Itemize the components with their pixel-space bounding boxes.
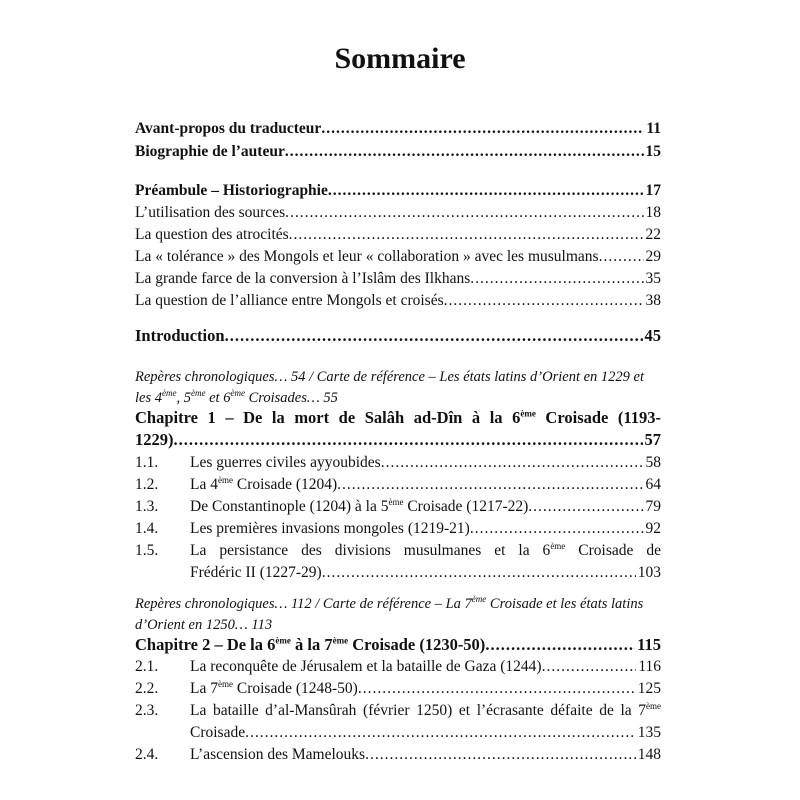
section-number: 2.3.: [135, 702, 159, 719]
leader-dots: [381, 452, 644, 474]
toc-entry-2-2[interactable]: [190, 678, 661, 700]
entry-title: Avant-propos du traducteur: [135, 120, 322, 137]
toc-entry-introduction[interactable]: [135, 325, 661, 347]
entry-title: 1229): [135, 430, 174, 449]
section-number: 2.4.: [135, 746, 159, 763]
entry-title: La grande farce de la conversion à l’Islâm des Ilkhans: [135, 270, 471, 287]
toc-entry-avant-propos[interactable]: [135, 118, 661, 140]
entry-page: 92: [645, 520, 661, 537]
leader-dots: [542, 656, 637, 678]
entry-title: Croisade: [190, 724, 246, 741]
reperes-line: d’Orient en 1250… 113: [135, 617, 273, 633]
entry-page: 29: [645, 248, 661, 265]
entry-title: Biographie de l’auteur: [135, 143, 285, 160]
reperes-line: les 4ème, 5ème et 6ème Croisades… 55: [135, 388, 338, 406]
toc-entry-2-4[interactable]: [190, 744, 661, 766]
leader-dots: [337, 474, 643, 496]
leader-dots: [328, 180, 644, 202]
entry-page: 45: [644, 326, 661, 345]
section-number: 1.5.: [135, 542, 159, 559]
leader-dots: [285, 202, 643, 224]
entry-title: Frédéric II (1227-29): [190, 564, 322, 581]
toc-entry-biographie[interactable]: [135, 141, 661, 163]
leader-dots: [245, 722, 636, 744]
section-number: 2.1.: [135, 658, 159, 675]
leader-dots: [174, 429, 643, 451]
entry-title: L’ascension des Mamelouks: [190, 746, 366, 763]
entry-title: Chapitre 2 – De la 6ème à la 7ème Croisade (1230-50): [135, 635, 486, 654]
chapter-2-heading[interactable]: [135, 634, 661, 656]
section-number: 1.3.: [135, 498, 159, 515]
entry-page: 22: [645, 226, 661, 243]
entry-page: 17: [645, 182, 661, 199]
toc-entry-2-3[interactable]: La bataille d’al-Mansûrah (février 1250) et l’écrasante défaite de la 7ème: [190, 700, 661, 719]
reperes-line: Repères chronologiques… 54 / Carte de référence – Les états latins d’Orient en 1229 et: [135, 369, 645, 385]
entry-page: 116: [638, 658, 661, 675]
entry-page: 64: [645, 476, 661, 493]
toc-entry-tolerance[interactable]: [135, 246, 661, 268]
entry-title: Introduction: [135, 326, 225, 345]
leader-dots: [528, 496, 643, 518]
entry-title: Les premières invasions mongoles (1219-21): [190, 520, 470, 537]
leader-dots: [444, 290, 644, 312]
entry-page: 135: [637, 724, 661, 741]
section-number: 1.1.: [135, 454, 159, 471]
chapter-2-reperes: [135, 594, 661, 636]
entry-page: 35: [645, 270, 661, 287]
toc-entry-conversion[interactable]: [135, 268, 661, 290]
entry-page: 18: [645, 204, 661, 221]
section-number: 1.2.: [135, 476, 159, 493]
entry-page: 125: [637, 680, 661, 697]
entry-page: 38: [645, 292, 661, 309]
toc-entry-2-3-cont[interactable]: [190, 722, 661, 744]
entry-title: La 4ème Croisade (1204): [190, 474, 338, 493]
entry-page: 57: [644, 430, 661, 449]
leader-dots: [599, 246, 644, 268]
leader-dots: [321, 118, 644, 140]
leader-dots: [485, 634, 635, 656]
entry-title: Les guerres civiles ayyoubides: [190, 454, 381, 471]
section-number: 1.4.: [135, 520, 159, 537]
toc-entry-1-5[interactable]: La persistance des divisions musulmanes et la 6ème Croisade de: [190, 540, 661, 559]
toc-entry-atrocites[interactable]: [135, 224, 661, 246]
leader-dots: [470, 268, 643, 290]
leader-dots: [285, 141, 644, 163]
entry-page: 79: [645, 498, 661, 515]
entry-page: 15: [645, 143, 661, 160]
entry-page: 148: [637, 746, 661, 763]
toc-entry-1-5-cont[interactable]: [190, 562, 661, 584]
entry-title: La 7ème Croisade (1248-50): [190, 678, 358, 697]
entry-page: 11: [646, 120, 661, 137]
toc-entry-preambule[interactable]: [135, 180, 661, 202]
entry-title: La reconquête de Jérusalem et la bataille de Gaza (1244): [190, 658, 542, 675]
toc-entry-2-1[interactable]: [190, 656, 661, 678]
chapter-1-heading[interactable]: Chapitre 1 – De la mort de Salâh ad-Dîn à la 6ème Croisade (1193-: [135, 408, 662, 427]
entry-title: La question des atrocités: [135, 226, 289, 243]
entry-page: 58: [645, 454, 661, 471]
entry-title: La question de l’alliance entre Mongols et croisés: [135, 292, 444, 309]
entry-title: Préambule – Historiographie: [135, 182, 328, 199]
section-number: 2.2.: [135, 680, 159, 697]
toc-entry-1-2[interactable]: [190, 474, 661, 496]
leader-dots: [322, 562, 636, 584]
chapter-1-reperes: [135, 367, 661, 409]
toc-entry-sources[interactable]: [135, 202, 661, 224]
leader-dots: [225, 325, 643, 347]
toc-entry-alliance[interactable]: [135, 290, 661, 312]
entry-page: 103: [637, 564, 661, 581]
leader-dots: [289, 224, 644, 246]
leader-dots: [365, 744, 636, 766]
leader-dots: [358, 678, 636, 700]
entry-title: De Constantinople (1204) à la 5ème Croisade (1217-22): [190, 496, 529, 515]
toc-entry-1-3[interactable]: [190, 496, 661, 518]
entry-title: La « tolérance » des Mongols et leur « collaboration » avec les musulmans: [135, 248, 599, 265]
entry-page: 115: [637, 635, 661, 654]
toc-entry-1-1[interactable]: [190, 452, 661, 474]
leader-dots: [470, 518, 644, 540]
page-title: Sommaire: [334, 42, 466, 75]
toc-entry-1-4[interactable]: [190, 518, 661, 540]
reperes-line: Repères chronologiques… 112 / Carte de référence – La 7ème Croisade et les états latins: [135, 594, 644, 612]
entry-title: L’utilisation des sources: [135, 204, 286, 221]
chapter-1-heading-cont[interactable]: [135, 429, 661, 451]
